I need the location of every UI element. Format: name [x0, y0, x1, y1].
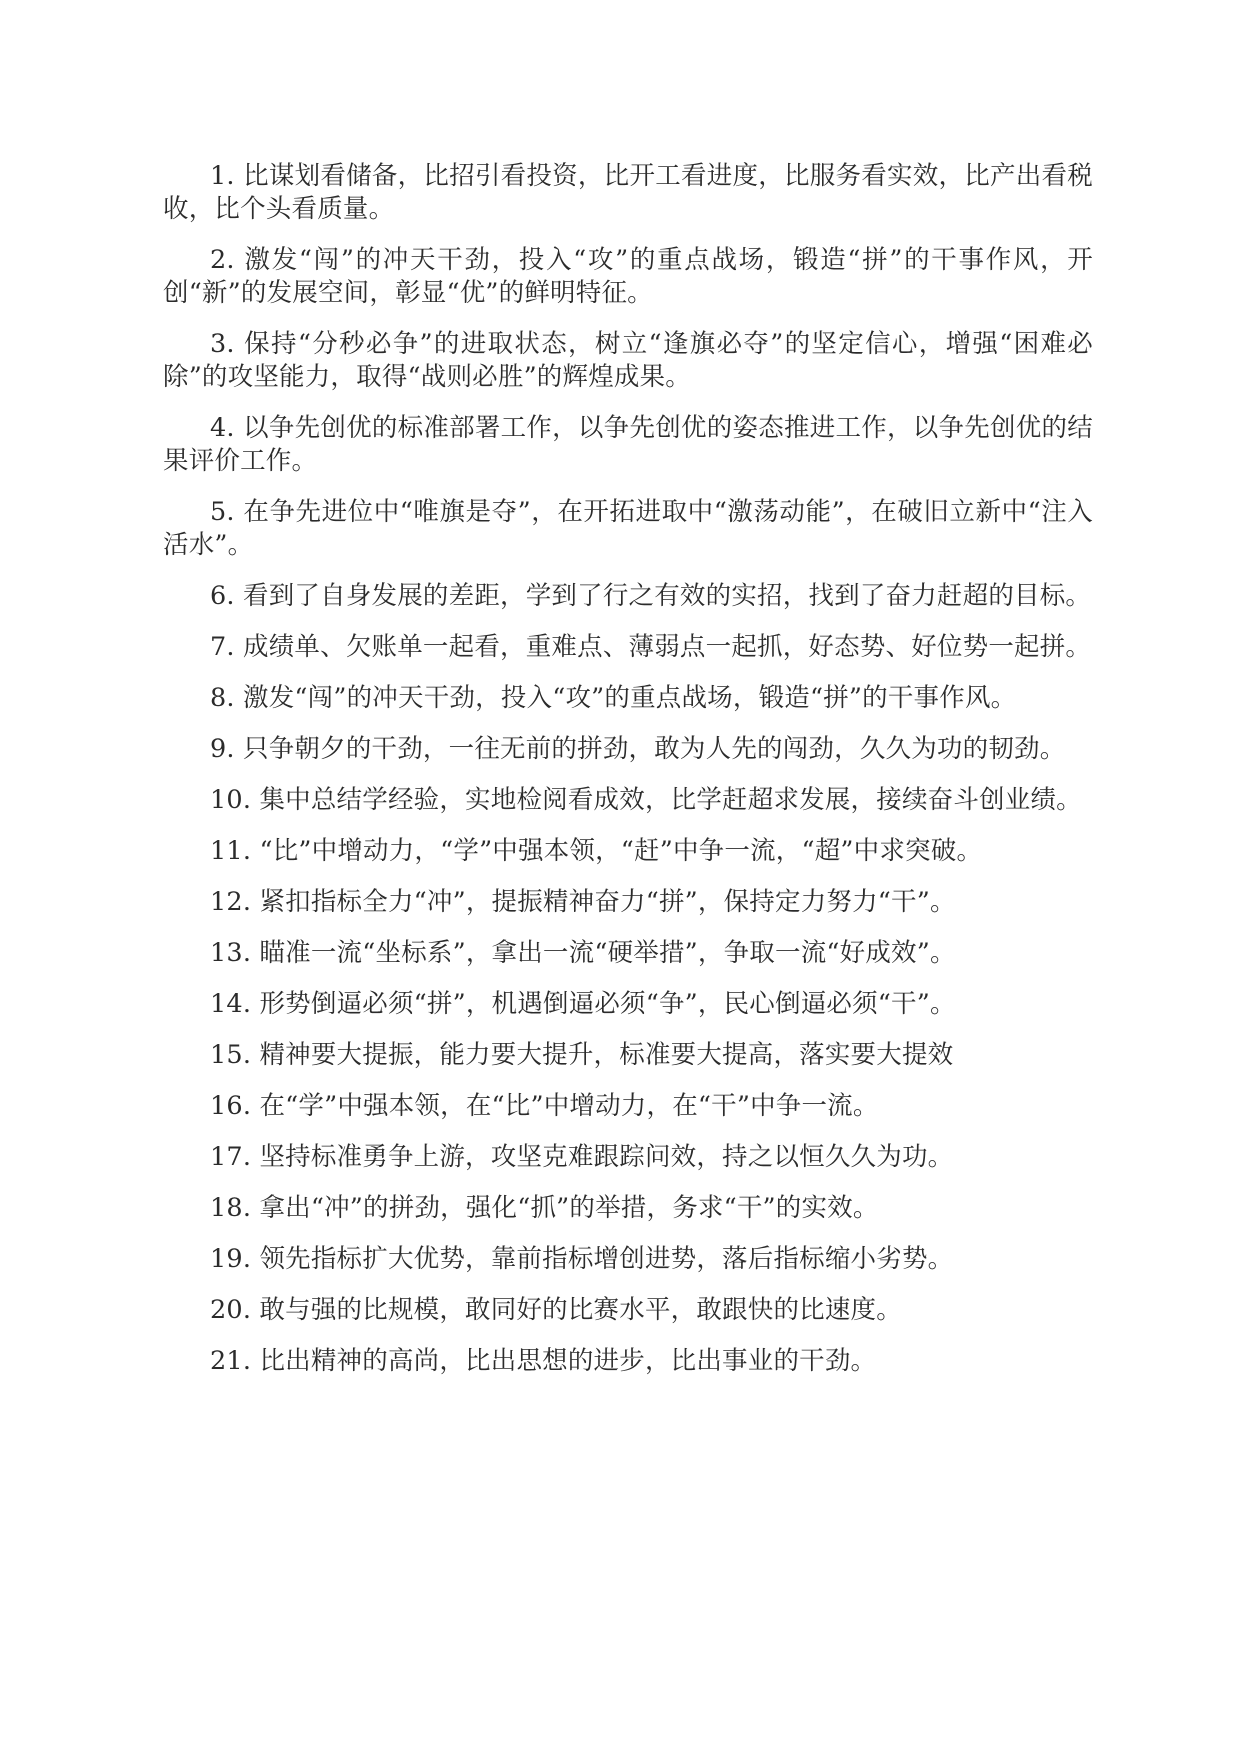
list-item-12: 12. 紧扣指标全力“冲”，提振精神奋力“拼”，保持定力努力“干”。 — [210, 887, 956, 917]
list-item-21: 21. 比出精神的高尚，比出思想的进步，比出事业的干劲。 — [210, 1346, 877, 1376]
list-item-6: 6. 看到了自身发展的差距，学到了行之有效的实招，找到了奋力赶超的目标。 — [210, 581, 1092, 611]
list-item-18: 18. 拿出“冲”的拼劲，强化“抓”的举措，务求“干”的实效。 — [210, 1193, 879, 1223]
list-item-4: 4. 以争先创优的标准部署工作，以争先创优的姿态推进工作，以争先创优的结果评价工作。 — [163, 413, 1093, 476]
list-item-9: 9. 只争朝夕的干劲，一往无前的拼劲，敢为人先的闯劲，久久为功的韧劲。 — [210, 734, 1066, 764]
list-item-3: 3. 保持“分秒必争”的进取状态，树立“逢旗必夺”的坚定信心，增强“困难必除”的攻坚能力，取得“战则必胜”的辉煌成果。 — [163, 329, 1093, 392]
list-item-8: 8. 激发“闯”的冲天干劲，投入“攻”的重点战场，锻造“拼”的干事作风。 — [210, 683, 1017, 713]
document-body — [163, 160, 1093, 1396]
list-item-17: 17. 坚持标准勇争上游，攻坚克难跟踪问效，持之以恒久久为功。 — [210, 1142, 954, 1172]
list-item-1: 1. 比谋划看储备，比招引看投资，比开工看进度，比服务看实效，比产出看税收，比个头看质量。 — [163, 161, 1093, 224]
list-item-15: 15. 精神要大提振，能力要大提升，标准要大提高，落实要大提效 — [210, 1040, 954, 1070]
list-item-19: 19. 领先指标扩大优势，靠前指标增创进势，落后指标缩小劣势。 — [210, 1244, 954, 1274]
list-item-5: 5. 在争先进位中“唯旗是夺”，在开拓进取中“激荡动能”，在破旧立新中“注入活水”。 — [163, 497, 1093, 560]
list-item-2: 2. 激发“闯”的冲天干劲，投入“攻”的重点战场，锻造“拼”的干事作风，开创“新”的发展空间，彰显“优”的鲜明特征。 — [163, 245, 1093, 308]
list-item-10: 10. 集中总结学经验，实地检阅看成效，比学赶超求发展，接续奋斗创业绩。 — [210, 785, 1082, 815]
list-item-13: 13. 瞄准一流“坐标系”，拿出一流“硬举措”，争取一流“好成效”。 — [210, 938, 956, 968]
list-item-16: 16. 在“学”中强本领，在“比”中增动力，在“干”中争一流。 — [210, 1091, 879, 1121]
list-item-7: 7. 成绩单、欠账单一起看，重难点、薄弱点一起抓，好态势、好位势一起拼。 — [210, 632, 1092, 662]
list-item-14: 14. 形势倒逼必须“拼”，机遇倒逼必须“争”，民心倒逼必须“干”。 — [210, 989, 956, 1019]
list-item-20: 20. 敢与强的比规模，敢同好的比赛水平，敢跟快的比速度。 — [210, 1295, 902, 1325]
list-item-11: 11. “比”中增动力，“学”中强本领，“赶”中争一流，“超”中求突破。 — [210, 836, 983, 866]
